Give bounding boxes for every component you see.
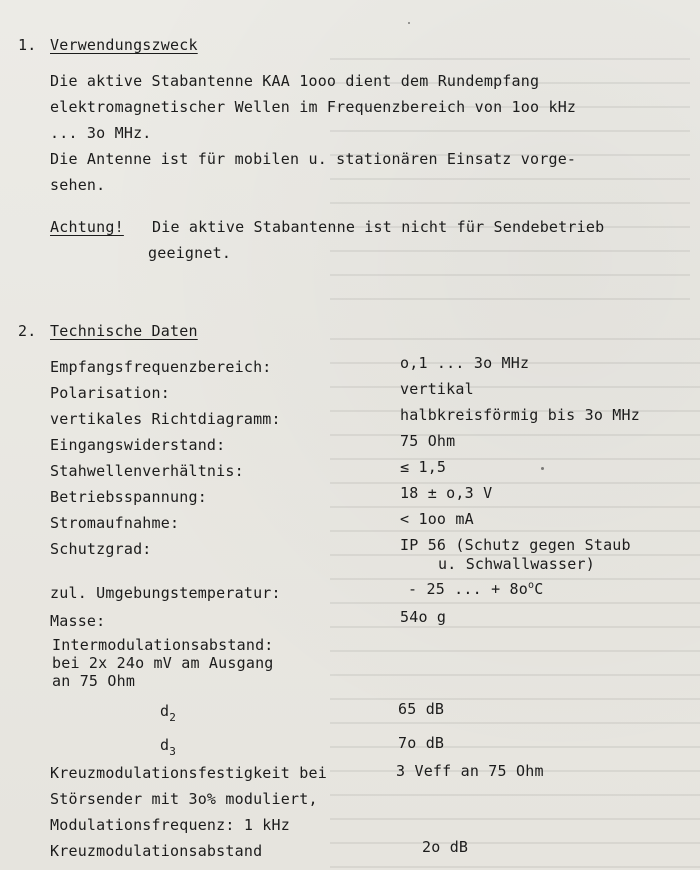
spec-value: 54o g — [400, 608, 447, 626]
spec-value: - 25 ... + $8o^oC$ — [408, 580, 544, 598]
spec-label: Stahwellenverhältnis: — [50, 462, 244, 480]
crossmod-line2: Störsender mit 3o% moduliert, — [50, 790, 318, 808]
section1-number: 1. — [18, 36, 37, 54]
intermod-d2-value: 65 dB — [398, 700, 445, 718]
spec-value-continued: u. Schwallwasser) — [438, 555, 595, 573]
spec-value: halbkreisförmig bis 3o MHz — [400, 406, 640, 424]
intermod-line3: an 75 Ohm — [52, 672, 136, 690]
spec-label: zul. Umgebungstemperatur: — [50, 584, 281, 602]
crossmod-line1-value: 3 Veff an 75 Ohm — [396, 762, 544, 780]
spec-label: Schutzgrad: — [50, 540, 152, 558]
intermod-line2: bei 2x 24o mV am Ausgang — [52, 654, 274, 672]
spec-label: Masse: — [50, 612, 106, 630]
intermod-d2-label: $d_2$ — [160, 702, 177, 724]
spec-label: Stromaufnahme: — [50, 514, 180, 532]
crossmod-line1-label: Kreuzmodulationsfestigkeit bei — [50, 764, 327, 782]
crossmod-line4-value: 2o dB — [422, 838, 469, 856]
section1-para1-line2: elektromagnetischer Wellen im Frequenzbereich von 1oo kHz — [50, 98, 577, 116]
section1-para1-line3: ... 3o MHz. — [50, 124, 152, 142]
intermod-d3-value: 7o dB — [398, 734, 445, 752]
section1-para2-line2: sehen. — [50, 176, 106, 194]
spec-label: Empfangsfrequenzbereich: — [50, 358, 272, 376]
intermod-d3-label: $d_3$ — [160, 736, 177, 758]
spec-value: 18 ± o,3 V — [400, 484, 493, 502]
spec-value: IP 56 (Schutz gegen Staub — [400, 536, 631, 554]
spec-value: ≤ 1,5 — [400, 458, 447, 476]
crossmod-line3: Modulationsfrequenz: 1 kHz — [50, 816, 290, 834]
section1-title: Verwendungszweck — [50, 36, 198, 54]
intermod-line1: Intermodulationsabstand: — [52, 636, 274, 654]
warning-text-line2: geeignet. — [148, 244, 232, 262]
spec-label: Eingangswiderstand: — [50, 436, 226, 454]
warning-text-line1: Die aktive Stabantenne ist nicht für Sendebetrieb — [152, 218, 605, 236]
spec-value: < 1oo mA — [400, 510, 474, 528]
section2-number: 2. — [18, 322, 37, 340]
scan-speck — [541, 467, 544, 470]
spec-value: vertikal — [400, 380, 474, 398]
spec-value: o,1 ... 3o MHz — [400, 354, 530, 372]
spec-value: 75 Ohm — [400, 432, 456, 450]
section2-title: Technische Daten — [50, 322, 198, 340]
section1-para1-line1: Die aktive Stabantenne KAA 1ooo dient dem Rundempfang — [50, 72, 540, 90]
spec-label: Betriebsspannung: — [50, 488, 207, 506]
spec-label: vertikales Richtdiagramm: — [50, 410, 281, 428]
section1-para2-line1: Die Antenne ist für mobilen u. stationären Einsatz vorge- — [50, 150, 577, 168]
spec-label: Polarisation: — [50, 384, 170, 402]
scan-speck — [408, 22, 410, 24]
crossmod-line4-label: Kreuzmodulationsabstand — [50, 842, 263, 860]
warning-label: Achtung! — [50, 218, 124, 236]
